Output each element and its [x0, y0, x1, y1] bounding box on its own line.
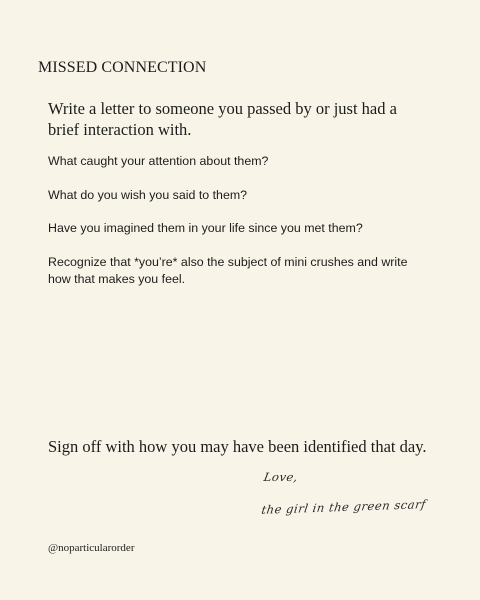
intro-text: Write a letter to someone you passed by or just had a brief interaction with. — [48, 99, 397, 139]
page-title: MISSED CONNECTION — [38, 59, 207, 76]
signature-name: the girl in the green scarf — [260, 497, 428, 517]
signoff-instruction: Sign off with how you may have been identified that day. — [48, 437, 427, 456]
prompt-question: Have you imagined them in your life since you met them? — [48, 221, 363, 235]
signature-closing: Love, — [262, 470, 300, 484]
prompt-question: What caught your attention about them? — [48, 154, 269, 168]
account-handle: @noparticularorder — [48, 542, 135, 554]
prompt-question: Recognize that *you’re* also the subject of mini crushes and write how that makes you feel. — [48, 255, 408, 286]
prompt-question: What do you wish you said to them? — [48, 188, 248, 202]
